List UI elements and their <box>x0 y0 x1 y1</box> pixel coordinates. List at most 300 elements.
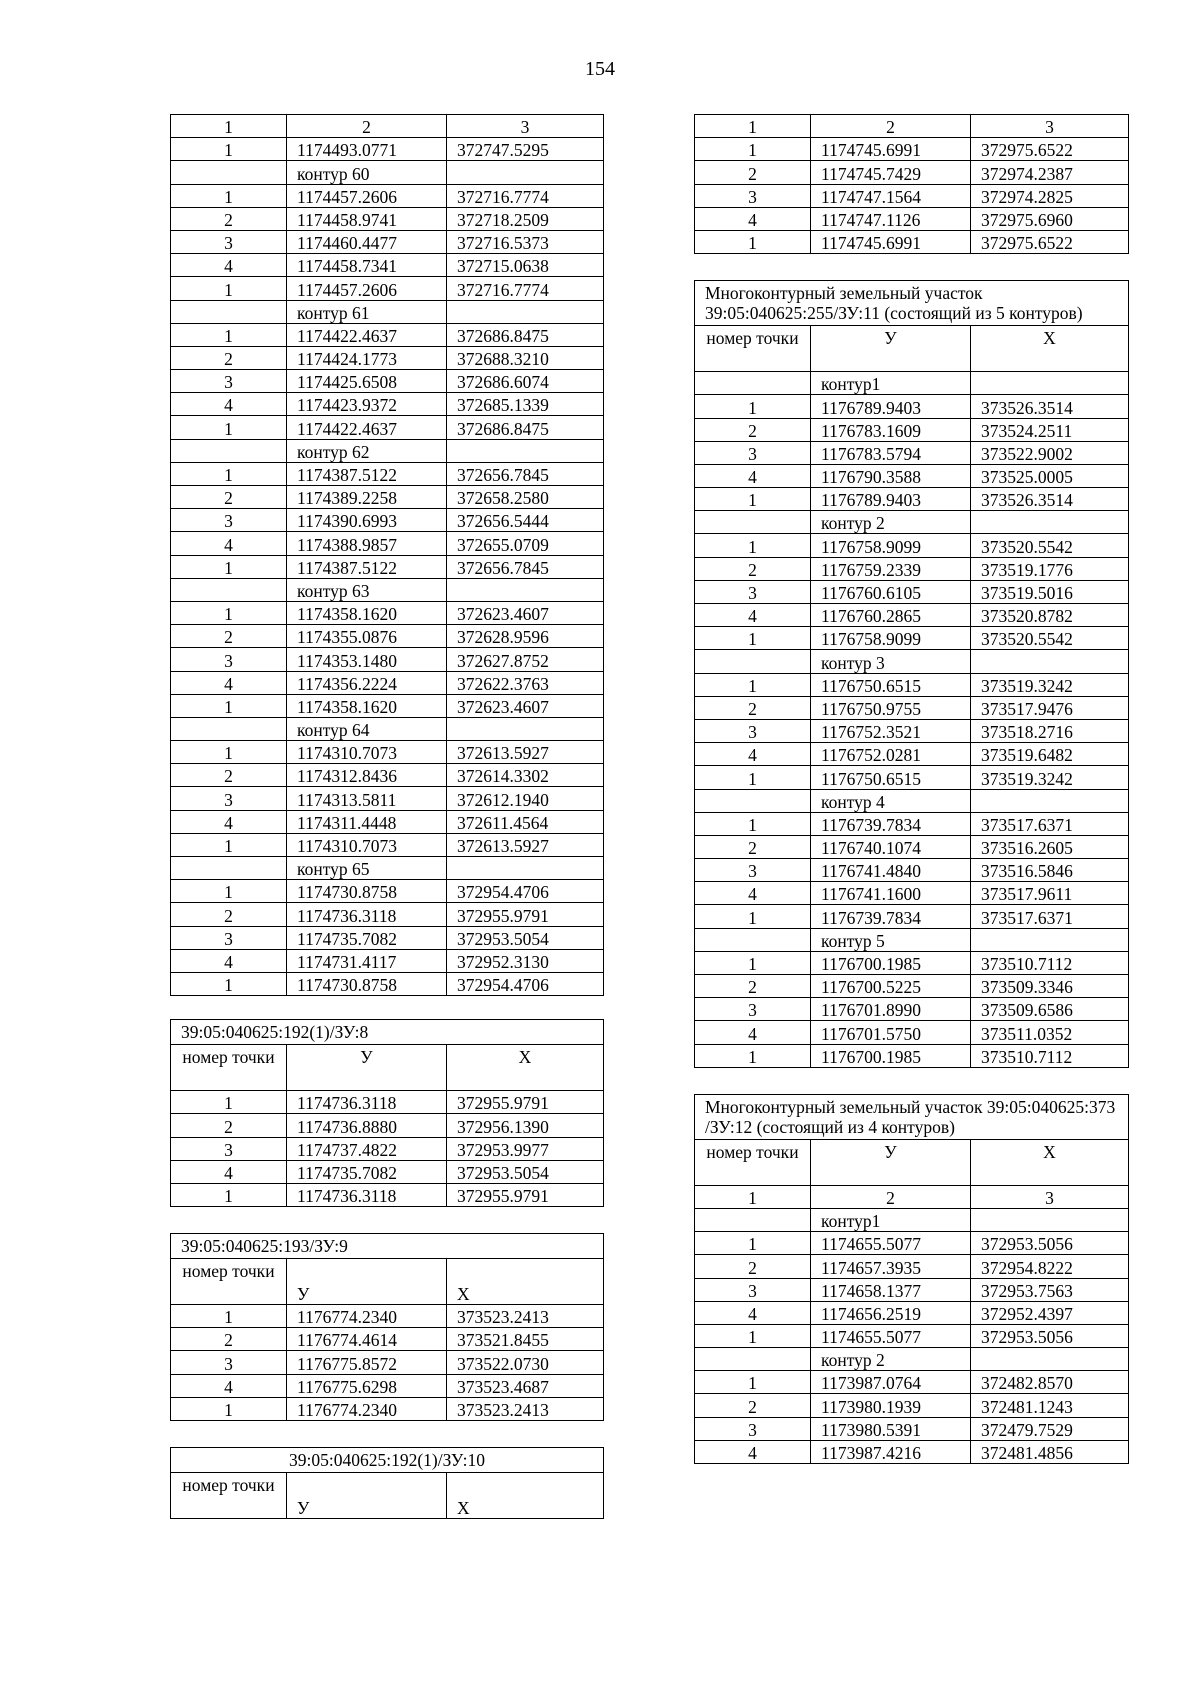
point-number: 4 <box>171 532 287 555</box>
column-header-point: номер точки <box>171 1473 287 1519</box>
coordinate-x: 373522.0730 <box>447 1351 604 1374</box>
coordinate-x: 372953.5056 <box>971 1324 1129 1347</box>
table-row <box>695 580 1129 603</box>
point-number: 2 <box>171 486 287 509</box>
point-number: 4 <box>171 671 287 694</box>
contour-label: контур1 <box>811 372 971 395</box>
point-number: 3 <box>171 787 287 810</box>
coordinate-y: 1174425.6508 <box>287 370 447 393</box>
point-number: 4 <box>695 207 811 230</box>
coordinate-x: 372481.1243 <box>971 1394 1129 1417</box>
coordinate-y: 1174736.3118 <box>287 1091 447 1114</box>
point-number <box>695 928 811 951</box>
point-number: 2 <box>695 557 811 580</box>
coordinate-y: 1174730.8758 <box>287 880 447 903</box>
coordinate-x <box>447 439 604 462</box>
coordinate-x: 373523.2413 <box>447 1397 604 1420</box>
coordinate-x: 372622.3763 <box>447 671 604 694</box>
point-number: 2 <box>695 835 811 858</box>
point-number: 1 <box>695 488 811 511</box>
coordinate-x: 373510.7112 <box>971 1044 1129 1067</box>
table-row <box>171 810 604 833</box>
table-row <box>171 555 604 578</box>
table-row <box>695 1021 1129 1044</box>
point-number: 3 <box>695 184 811 207</box>
point-number: 4 <box>695 1440 811 1463</box>
page-number: 154 <box>585 58 615 80</box>
coordinate-y: 1176739.7834 <box>811 812 971 835</box>
point-number: 2 <box>695 975 811 998</box>
point-number: 4 <box>695 604 811 627</box>
coordinate-x: 372656.7845 <box>447 555 604 578</box>
coordinate-y: 1176750.6515 <box>811 766 971 789</box>
point-number: 1 <box>171 416 287 439</box>
column-header-x: Х <box>971 1139 1129 1185</box>
table-row <box>171 207 604 230</box>
coordinate-y: 1174355.0876 <box>287 625 447 648</box>
point-number: 2 <box>695 1394 811 1417</box>
column-header-x: Х <box>971 326 1129 372</box>
coordinate-x: 372611.4564 <box>447 810 604 833</box>
column-number-row <box>695 115 1129 138</box>
coordinate-x: 372953.5056 <box>971 1232 1129 1255</box>
coordinate-y: 1174422.4637 <box>287 416 447 439</box>
table-row <box>171 138 604 161</box>
coordinate-x: 373520.5542 <box>971 627 1129 650</box>
coordinate-x: 372688.3210 <box>447 346 604 369</box>
point-number: 1 <box>171 694 287 717</box>
table-row <box>171 601 604 624</box>
coordinate-y: 1174493.0771 <box>287 138 447 161</box>
contour-label: контур 65 <box>287 857 447 880</box>
coordinate-x: 372716.7774 <box>447 277 604 300</box>
table-row <box>695 1044 1129 1067</box>
point-number: 3 <box>171 1137 287 1160</box>
coordinate-x: 373519.6482 <box>971 743 1129 766</box>
column-number: 3 <box>971 115 1129 138</box>
column-header-x: Х <box>447 1473 604 1519</box>
point-number: 1 <box>695 812 811 835</box>
coordinate-y: 1174458.9741 <box>287 207 447 230</box>
table-row <box>695 207 1129 230</box>
point-number: 1 <box>171 1305 287 1328</box>
coordinate-y: 1174745.6991 <box>811 138 971 161</box>
point-number <box>171 578 287 601</box>
point-number: 4 <box>171 810 287 833</box>
table-row <box>171 1328 604 1351</box>
contour-label-row <box>695 789 1129 812</box>
table-row <box>695 488 1129 511</box>
coordinate-x: 373526.3514 <box>971 488 1129 511</box>
table-row <box>171 1137 604 1160</box>
coordinate-x: 372955.9791 <box>447 1091 604 1114</box>
table-row <box>695 161 1129 184</box>
table-row <box>171 230 604 253</box>
point-number: 2 <box>171 1328 287 1351</box>
point-number: 3 <box>171 648 287 671</box>
coordinate-y: 1174458.7341 <box>287 254 447 277</box>
coordinate-y: 1174656.2519 <box>811 1301 971 1324</box>
coordinate-y: 1174655.5077 <box>811 1324 971 1347</box>
coordinate-x: 372955.9791 <box>447 1183 604 1206</box>
point-number: 1 <box>171 323 287 346</box>
coordinate-y: 1174658.1377 <box>811 1278 971 1301</box>
point-number: 1 <box>695 951 811 974</box>
coordinate-y: 1174736.3118 <box>287 903 447 926</box>
table-row <box>171 787 604 810</box>
table-row <box>695 604 1129 627</box>
coordinate-y: 1174460.4477 <box>287 230 447 253</box>
point-number: 1 <box>171 972 287 995</box>
table-row <box>171 671 604 694</box>
coordinate-y: 1174423.9372 <box>287 393 447 416</box>
table-row <box>695 766 1129 789</box>
column-number: 3 <box>971 1185 1129 1208</box>
coordinate-x: 373516.5846 <box>971 859 1129 882</box>
coordinate-y: 1174358.1620 <box>287 694 447 717</box>
column-header-point: номер точки <box>171 1045 287 1091</box>
coordinate-y: 1173987.4216 <box>811 1440 971 1463</box>
coordinate-y: 1174745.6991 <box>811 230 971 253</box>
coordinate-x: 372655.0709 <box>447 532 604 555</box>
coordinate-x: 372953.5054 <box>447 1160 604 1183</box>
coordinate-y: 1176783.5794 <box>811 441 971 464</box>
coordinate-y: 1176752.0281 <box>811 743 971 766</box>
coordinates-table-zu8 <box>170 1019 604 1207</box>
contour-label: контур 5 <box>811 928 971 951</box>
coordinate-y: 1173980.1939 <box>811 1394 971 1417</box>
table-title: Многоконтурный земельный участок 39:05:040625:373 /ЗУ:12 (состоящий из 4 контуров) <box>695 1094 1129 1139</box>
coordinate-y: 1173987.0764 <box>811 1371 971 1394</box>
coordinate-x: 372685.1339 <box>447 393 604 416</box>
table-row <box>171 903 604 926</box>
coordinate-x: 372481.4856 <box>971 1440 1129 1463</box>
coordinate-x: 372953.9977 <box>447 1137 604 1160</box>
coordinate-y: 1174353.1480 <box>287 648 447 671</box>
table-row <box>695 859 1129 882</box>
point-number: 1 <box>695 1044 811 1067</box>
coordinate-y: 1176701.8990 <box>811 998 971 1021</box>
table-row <box>695 673 1129 696</box>
point-number: 1 <box>171 833 287 856</box>
coordinate-x: 372954.8222 <box>971 1255 1129 1278</box>
point-number <box>171 857 287 880</box>
table-row <box>171 1160 604 1183</box>
point-number <box>695 789 811 812</box>
column-header-y: У <box>287 1045 447 1091</box>
coordinate-x: 373511.0352 <box>971 1021 1129 1044</box>
coordinates-table-zu9 <box>170 1233 604 1421</box>
point-number <box>171 439 287 462</box>
coordinate-x: 373516.2605 <box>971 835 1129 858</box>
table-row <box>695 395 1129 418</box>
table-row <box>171 416 604 439</box>
table-row <box>171 694 604 717</box>
contour-label-row <box>171 857 604 880</box>
table-row <box>171 323 604 346</box>
table-row <box>695 719 1129 742</box>
column-number: 1 <box>695 1185 811 1208</box>
table-row <box>695 951 1129 974</box>
coordinate-x: 373519.3242 <box>971 766 1129 789</box>
column-header-y: У <box>811 1139 971 1185</box>
point-number: 3 <box>695 998 811 1021</box>
point-number: 1 <box>695 905 811 928</box>
coordinate-y: 1174655.5077 <box>811 1232 971 1255</box>
coordinate-x: 373517.9611 <box>971 882 1129 905</box>
table-row <box>171 1351 604 1374</box>
table-row <box>171 1374 604 1397</box>
contour-label-row <box>171 578 604 601</box>
table-row <box>171 346 604 369</box>
coordinates-table-zu12 <box>694 1094 1129 1464</box>
table-row <box>695 905 1129 928</box>
coordinate-y: 1174389.2258 <box>287 486 447 509</box>
coordinate-x: 373517.6371 <box>971 905 1129 928</box>
coordinate-x: 372658.2580 <box>447 486 604 509</box>
coordinate-x: 372686.8475 <box>447 416 604 439</box>
table-row <box>171 972 604 995</box>
point-number: 1 <box>695 138 811 161</box>
coordinate-y: 1176752.3521 <box>811 719 971 742</box>
table-row <box>695 998 1129 1021</box>
point-number: 1 <box>171 462 287 485</box>
point-number: 1 <box>171 741 287 764</box>
column-header-point: номер точки <box>171 1259 287 1305</box>
coordinate-y: 1174745.7429 <box>811 161 971 184</box>
coordinate-x <box>447 717 604 740</box>
column-number: 1 <box>695 115 811 138</box>
left-column <box>170 114 604 1519</box>
coordinate-x: 373525.0005 <box>971 464 1129 487</box>
contour-label: контур 3 <box>811 650 971 673</box>
column-number-row <box>171 115 604 138</box>
point-number: 2 <box>171 207 287 230</box>
table-row <box>695 1371 1129 1394</box>
coordinate-y: 1173980.5391 <box>811 1417 971 1440</box>
table-row <box>695 464 1129 487</box>
coordinate-y: 1174424.1773 <box>287 346 447 369</box>
contour-label: контур1 <box>811 1208 971 1231</box>
point-number: 4 <box>695 1021 811 1044</box>
column-header-y: У <box>287 1259 447 1305</box>
point-number: 2 <box>695 418 811 441</box>
coordinate-x: 372718.2509 <box>447 207 604 230</box>
point-number: 2 <box>171 903 287 926</box>
contour-label: контур 64 <box>287 717 447 740</box>
coordinate-x: 373520.5542 <box>971 534 1129 557</box>
table-row <box>171 254 604 277</box>
contour-label: контур 2 <box>811 1348 971 1371</box>
coordinate-y: 1174312.8436 <box>287 764 447 787</box>
coordinate-x: 373517.9476 <box>971 696 1129 719</box>
coordinate-x <box>447 300 604 323</box>
table-title: 39:05:040625:192(1)/ЗУ:10 <box>171 1448 604 1473</box>
point-number <box>695 1208 811 1231</box>
coordinate-x: 372479.7529 <box>971 1417 1129 1440</box>
point-number: 4 <box>171 949 287 972</box>
coordinate-x: 373519.5016 <box>971 580 1129 603</box>
coordinate-y: 1174457.2606 <box>287 277 447 300</box>
column-number: 2 <box>811 1185 971 1208</box>
coordinate-y: 1174390.6993 <box>287 509 447 532</box>
coordinate-x: 372952.4397 <box>971 1301 1129 1324</box>
column-number: 1 <box>171 115 287 138</box>
table-row <box>695 534 1129 557</box>
table-row <box>171 949 604 972</box>
table-row <box>171 1183 604 1206</box>
table-row <box>171 532 604 555</box>
coordinate-y: 1176700.1985 <box>811 1044 971 1067</box>
coordinate-x: 372952.3130 <box>447 949 604 972</box>
coordinate-x: 373524.2511 <box>971 418 1129 441</box>
coordinate-y: 1174358.1620 <box>287 601 447 624</box>
contour-label: контур 63 <box>287 578 447 601</box>
contour-label: контур 2 <box>811 511 971 534</box>
table-row <box>171 1305 604 1328</box>
table-row <box>171 509 604 532</box>
coordinate-x: 372656.7845 <box>447 462 604 485</box>
coordinates-table-top <box>694 114 1129 254</box>
coordinate-y: 1176759.2339 <box>811 557 971 580</box>
coordinate-x: 372953.7563 <box>971 1278 1129 1301</box>
point-number: 1 <box>171 555 287 578</box>
coordinate-y: 1174657.3935 <box>811 1255 971 1278</box>
coordinates-table-zu10 <box>170 1447 604 1519</box>
table-row <box>171 764 604 787</box>
column-number: 2 <box>287 115 447 138</box>
point-number: 4 <box>171 393 287 416</box>
coordinate-y: 1174457.2606 <box>287 184 447 207</box>
point-number: 1 <box>171 601 287 624</box>
table-row <box>171 880 604 903</box>
point-number: 4 <box>695 882 811 905</box>
coordinate-y: 1176774.4614 <box>287 1328 447 1351</box>
coordinate-x: 373518.2716 <box>971 719 1129 742</box>
coordinate-y: 1174735.7082 <box>287 926 447 949</box>
point-number: 1 <box>695 673 811 696</box>
coordinate-y: 1176750.9755 <box>811 696 971 719</box>
coordinate-x <box>971 1208 1129 1231</box>
point-number: 4 <box>171 1160 287 1183</box>
coordinate-x: 372715.0638 <box>447 254 604 277</box>
point-number: 3 <box>695 580 811 603</box>
contour-label-row <box>695 650 1129 673</box>
table-row <box>171 926 604 949</box>
coordinate-y: 1176760.6105 <box>811 580 971 603</box>
table-row <box>171 648 604 671</box>
point-number <box>695 650 811 673</box>
point-number: 1 <box>695 1324 811 1347</box>
point-number: 3 <box>171 926 287 949</box>
table-row <box>171 462 604 485</box>
coordinate-x: 372613.5927 <box>447 741 604 764</box>
coordinate-x: 372716.7774 <box>447 184 604 207</box>
coordinate-x: 373509.3346 <box>971 975 1129 998</box>
coordinate-y: 1176775.6298 <box>287 1374 447 1397</box>
point-number: 3 <box>171 370 287 393</box>
coordinate-y: 1176701.5750 <box>811 1021 971 1044</box>
contour-label-row <box>695 372 1129 395</box>
point-number <box>171 161 287 184</box>
coordinate-x: 372975.6960 <box>971 207 1129 230</box>
table-row <box>695 230 1129 253</box>
table-row <box>695 1417 1129 1440</box>
coordinate-x: 372953.5054 <box>447 926 604 949</box>
coordinate-x: 372686.8475 <box>447 323 604 346</box>
point-number: 4 <box>695 743 811 766</box>
contour-label-row <box>695 511 1129 534</box>
point-number: 1 <box>171 1183 287 1206</box>
coordinate-x: 372716.5373 <box>447 230 604 253</box>
coordinate-x: 372623.4607 <box>447 601 604 624</box>
coordinate-y: 1176741.4840 <box>811 859 971 882</box>
coordinate-x: 372656.5444 <box>447 509 604 532</box>
point-number: 4 <box>171 1374 287 1397</box>
coordinate-y: 1174387.5122 <box>287 555 447 578</box>
point-number: 3 <box>695 1417 811 1440</box>
contour-label-row <box>171 439 604 462</box>
coordinate-y: 1176700.1985 <box>811 951 971 974</box>
coordinate-x: 372954.4706 <box>447 880 604 903</box>
table-row <box>171 1114 604 1137</box>
coordinate-y: 1174356.2224 <box>287 671 447 694</box>
coordinate-y: 1174311.4448 <box>287 810 447 833</box>
coordinate-y: 1176741.1600 <box>811 882 971 905</box>
point-number: 1 <box>171 277 287 300</box>
column-number: 3 <box>447 115 604 138</box>
contour-label: контур 61 <box>287 300 447 323</box>
coordinate-y: 1176789.9403 <box>811 395 971 418</box>
coordinate-x: 372974.2825 <box>971 184 1129 207</box>
coordinate-y: 1176774.2340 <box>287 1305 447 1328</box>
coordinate-y: 1174310.7073 <box>287 741 447 764</box>
point-number: 1 <box>695 230 811 253</box>
table-row <box>171 625 604 648</box>
table-row <box>171 184 604 207</box>
coordinate-y: 1174310.7073 <box>287 833 447 856</box>
point-number <box>171 300 287 323</box>
point-number <box>171 717 287 740</box>
coordinate-x: 372955.9791 <box>447 903 604 926</box>
column-header-point: номер точки <box>695 326 811 372</box>
coordinate-x: 372686.6074 <box>447 370 604 393</box>
point-number: 3 <box>171 509 287 532</box>
column-number: 2 <box>811 115 971 138</box>
point-number: 1 <box>171 1397 287 1420</box>
coordinate-x: 372628.9596 <box>447 625 604 648</box>
coordinate-y: 1174736.3118 <box>287 1183 447 1206</box>
coordinate-x: 372482.8570 <box>971 1371 1129 1394</box>
point-number: 1 <box>171 138 287 161</box>
coordinate-y: 1176750.6515 <box>811 673 971 696</box>
table-row <box>695 743 1129 766</box>
coordinate-y: 1174735.7082 <box>287 1160 447 1183</box>
column-number-row <box>695 1185 1129 1208</box>
contour-label-row <box>171 161 604 184</box>
point-number <box>695 372 811 395</box>
point-number: 4 <box>171 254 287 277</box>
point-number: 4 <box>695 464 811 487</box>
coordinate-x: 372954.4706 <box>447 972 604 995</box>
coordinate-x: 373519.3242 <box>971 673 1129 696</box>
table-row <box>171 1091 604 1114</box>
coordinate-x: 373521.8455 <box>447 1328 604 1351</box>
coordinate-x <box>447 857 604 880</box>
table-title: 39:05:040625:193/ЗУ:9 <box>171 1234 604 1259</box>
coordinate-x <box>971 650 1129 673</box>
table-title: 39:05:040625:192(1)/ЗУ:8 <box>171 1020 604 1045</box>
